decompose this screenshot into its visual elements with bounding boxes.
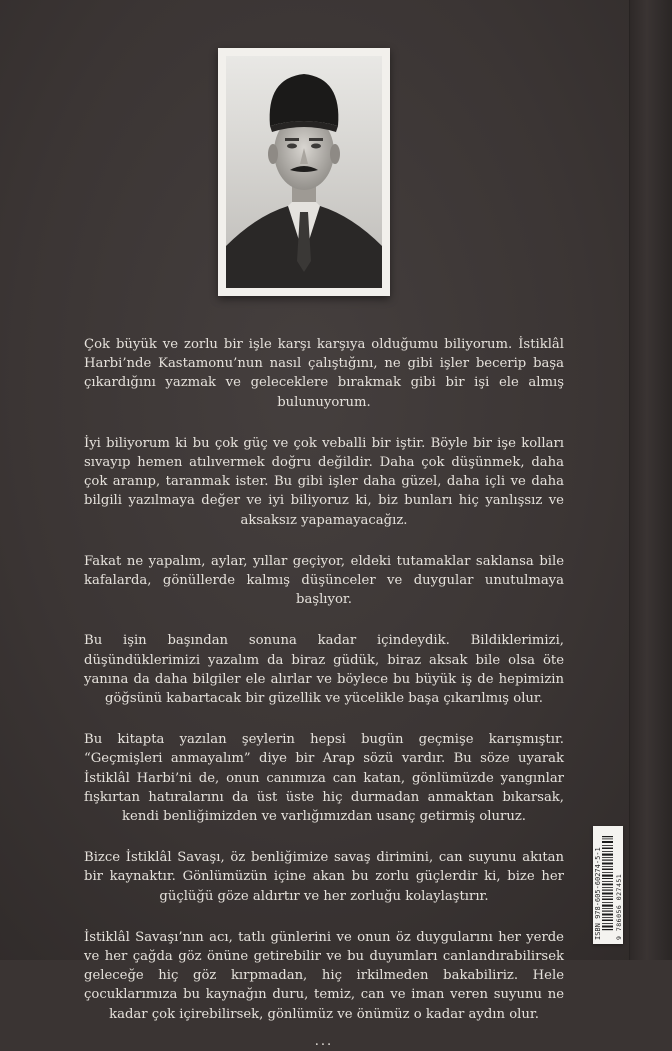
portrait-image — [226, 56, 382, 288]
isbn-number: ISBN 978-605-60274-5-1 — [594, 847, 602, 940]
back-cover-text — [84, 335, 564, 1051]
ellipsis-mark: ... — [314, 1033, 334, 1049]
portrait-photo-frame — [218, 48, 390, 296]
isbn-barcode-label — [593, 826, 623, 944]
paragraph-4: Bu işin başından sonuna kadar içindeydik. Bildiklerimizi, düşündüklerimizi yazalım da biraz güdük, biraz aksak bile olsa öte yanına da daha bilgiler ele alırlar ve böylece bu büyük iş de hepimizin göğsünü kabartacak bir güzellik ve yücelikle başa çıkarılmış olur. — [84, 633, 564, 707]
cover-edge — [629, 0, 672, 960]
paragraph-1: Çok büyük ve zorlu bir işle karşı karşıya olduğumu biliyorum. İstiklâl Harbi’nde Kastamonu’nun nasıl çalıştığını, ne gibi işler becerip başa çıkardığını yazmak ve geleceklere bırakmak gibi bir işi ele almış bulunuyorum. — [84, 337, 564, 410]
paragraph-5: Bu kitapta yazılan şeylerin hepsi bugün geçmişe karışmıştır. “Geçmişleri anmayalım” diye bir Arap sözü vardır. Bu söze uyarak İstiklâl Harbi’ni de, onun canımıza can katan, gönlümüzde yangınlar fışkırtan hatıralarını da üst üste hiç durmadan anmaktan bıkarsak, kendi benliğimizden ve varlığımızdan usanç getirmiş oluruz. — [84, 732, 564, 825]
paragraph-3: Fakat ne yapalım, aylar, yıllar geçiyor, eldeki tutamaklar saklansa bile kafalarda, gönüllerde kalmış düşünceler ve duygular unutulmaya başlıyor. — [84, 553, 564, 608]
paragraph-2: İyi biliyorum ki bu çok güç ve çok veballi bir iştir. Böyle bir işe kolları sıvayıp hemen atılıvermek doğru değildir. Daha çok düşünmek, daha çok aranıp, taranmak ister. Bu gibi işler daha güzel, daha içli ve daha bilgili yazılmaya değer ve iyi biliyoruz ki, biz bunları hiç yanlışsız ve aksaksız yapamayacağız. — [84, 435, 564, 528]
portrait-photo — [226, 56, 382, 288]
paragraph-6: Bizce İstiklâl Savaşı, öz benliğimize savaş dirimini, can suyunu akıtan bir kaynaktır. Gönlümüzün içine akan bu zorlu güçlerdir ki, bize her güçlüğü göze aldırtır ve her zorluğu kolaylaştırır. — [84, 850, 564, 904]
barcode-digits: 9 786056 027451 — [615, 873, 623, 940]
paragraph-7: İstiklâl Savaşı’nın acı, tatlı günlerini ve onun öz duygularını her yerde ve her çağda göz önüne getirebilir ve bu duyumları canlandırabilirsek geleceğe hiç göz kırpmadan, hiç irkilmeden bakabiliriz. Hele çocuklarımıza bu kaynağın duru, temiz, can ve iman veren suyunu ne kadar çok içirebilirsek, gönlümüz ve önümüz o kadar aydın olur. — [84, 929, 564, 1022]
